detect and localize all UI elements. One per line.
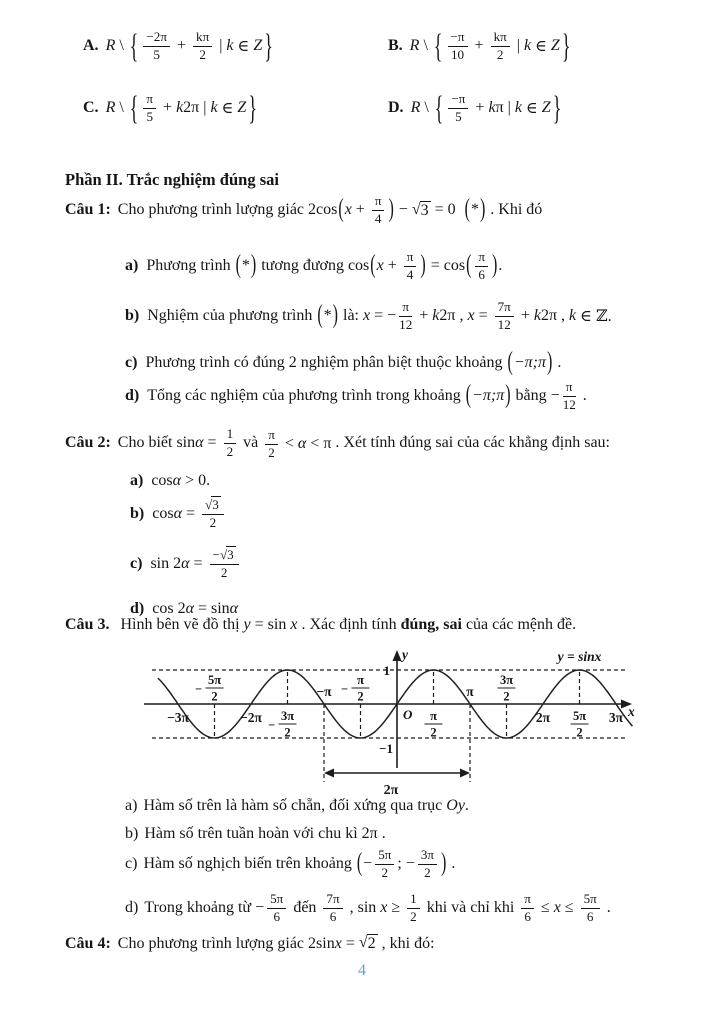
statement-text: . bbox=[377, 825, 386, 842]
option-c-math bbox=[105, 88, 259, 127]
sine-graph-figure bbox=[72, 646, 640, 803]
question-4-text: Cho phương trình lượng giác bbox=[117, 934, 309, 952]
x-tick-label: 2 bbox=[357, 689, 364, 704]
question-3 bbox=[65, 616, 576, 634]
question-4-text-end: , khi đó: bbox=[377, 934, 435, 952]
x-axis-label: x bbox=[628, 704, 635, 719]
option-b-label: B. bbox=[388, 37, 403, 55]
x-tick-label: −3π bbox=[167, 710, 189, 725]
x-tick-label: 5π bbox=[572, 709, 587, 723]
math-expression: Oy . bbox=[446, 797, 469, 814]
option-a-math bbox=[105, 26, 275, 65]
statement-text: Tổng các nghiệm của phương trình trong khoảng bbox=[147, 387, 465, 405]
statement-text: đến bbox=[289, 899, 321, 917]
q2-item-a bbox=[130, 472, 210, 490]
math-expression: sin α = $\frac{1}{2}$ bbox=[176, 427, 239, 459]
x-tick-label: 3π bbox=[608, 710, 624, 725]
item-label: c) bbox=[125, 354, 138, 371]
item-label: b) bbox=[130, 505, 145, 523]
statement-text: Phương trình có đúng 2 nghiệm phân biệt thuộc khoảng bbox=[145, 354, 507, 371]
x-tick-label: π bbox=[466, 684, 474, 699]
item-label: b) bbox=[125, 307, 140, 325]
page-number: 4 bbox=[358, 962, 366, 979]
math-expression: y = sin x bbox=[243, 616, 298, 633]
statement-text: Trong khoảng từ bbox=[144, 899, 256, 917]
option-a bbox=[83, 26, 275, 65]
question-2-label: Câu 2: bbox=[65, 434, 111, 452]
math-expression: 7π 6 , sin x ≥ $\frac{1}{2}$ bbox=[320, 892, 422, 924]
option-d-math bbox=[410, 88, 564, 127]
option-b bbox=[388, 26, 572, 65]
item-label: d) bbox=[130, 600, 145, 617]
x-tick-label: 2 bbox=[576, 725, 583, 740]
item-label: a) bbox=[130, 472, 144, 489]
math-expression: R \ { π 5 + k 2π | k ∈ Z } bbox=[105, 88, 257, 127]
y-tick-label: −1 bbox=[379, 741, 393, 756]
q1-item-d bbox=[125, 380, 587, 412]
y-axis-label: y bbox=[402, 647, 408, 662]
x-tick-label: 2 bbox=[503, 689, 510, 704]
question-3-label: Câu 3. bbox=[65, 616, 110, 633]
x-tick-label: −2π bbox=[240, 710, 262, 725]
math-expression: π 2 < α < π bbox=[262, 428, 331, 460]
x-tick-label: π bbox=[357, 673, 364, 687]
x-tick-label: −π bbox=[316, 684, 332, 699]
math-expression: cos 2 α = sin α bbox=[152, 600, 239, 617]
math-expression: cos α = $\frac{√3}{2}$ bbox=[152, 498, 227, 530]
question-2 bbox=[65, 426, 610, 460]
x-tick-label: − bbox=[340, 682, 349, 696]
math-expression: ( −π;π ) bbox=[465, 381, 511, 410]
math-expression: sin 2 α = $\frac{-√3}{2}$ bbox=[150, 548, 241, 580]
q3-item-d bbox=[125, 892, 611, 924]
math-expression: cos α > 0. bbox=[151, 472, 211, 489]
option-d-label: D. bbox=[388, 99, 404, 117]
question-4-math bbox=[308, 934, 378, 953]
q2-item-c bbox=[130, 548, 242, 580]
question-2-text: Cho biết bbox=[117, 434, 177, 452]
math-expression: R \ { −π 5 + k π | k ∈ Z } bbox=[410, 88, 562, 127]
item-label: d) bbox=[125, 387, 140, 405]
x-tick-label: − bbox=[194, 682, 203, 696]
math-expression: 2π bbox=[361, 825, 378, 842]
x-tick-label: 3π bbox=[499, 673, 514, 687]
math-expression: cos ( x + $\frac{\pi}{4}$ ) = cos ( π 6 ) . bbox=[347, 249, 503, 282]
x-tick-label: 2 bbox=[430, 725, 437, 740]
statement-text: bằng bbox=[511, 387, 551, 405]
question-3-emphasis: đúng, sai bbox=[400, 616, 462, 633]
option-b-math bbox=[409, 26, 573, 65]
question-3-math bbox=[244, 616, 298, 634]
question-4 bbox=[65, 934, 435, 953]
item-label: b) bbox=[125, 825, 139, 842]
option-a-label: A. bbox=[83, 37, 99, 55]
question-1 bbox=[65, 194, 542, 226]
question-1-label: Câu 1: bbox=[65, 201, 111, 219]
x-tick-label: 5π bbox=[207, 673, 222, 687]
x-tick-label: 2 bbox=[211, 689, 218, 704]
math-expression: R \ { −π 10 + $\frac{k\pi}{2}$ | k ∈ Z } bbox=[409, 26, 571, 65]
math-expression: $\frac{\pi}{6}$ ≤ x ≤ $\frac{5\pi}{6}$ . bbox=[518, 892, 610, 924]
item-label: a) bbox=[125, 257, 139, 275]
statement-text: Nghiệm của phương trình bbox=[147, 307, 317, 325]
option-c-label: C. bbox=[83, 99, 99, 117]
statement-text: là: bbox=[339, 307, 363, 325]
statement-text: Hàm số nghịch biến trên khoảng bbox=[143, 855, 356, 873]
question-1-text: Cho phương trình lượng giác bbox=[117, 201, 309, 219]
question-3-text-end: của các mệnh đề. bbox=[461, 616, 577, 633]
option-c bbox=[83, 88, 259, 127]
math-expression: ( * ) bbox=[317, 301, 338, 330]
math-expression: 2sin x = √ 2 bbox=[308, 934, 376, 952]
question-4-label: Câu 4: bbox=[65, 934, 111, 952]
math-expression: 2cos ( x + $\frac{\pi}{4}$ ) − √ 3 = 0 ( * ) bbox=[308, 193, 486, 226]
q2-item-b bbox=[130, 498, 227, 530]
statement-text: Phương trình bbox=[146, 257, 235, 275]
statement-text: Hàm số trên là hàm số chẵn, đối xứng qua trục bbox=[143, 797, 447, 814]
item-label: c) bbox=[125, 855, 138, 873]
x-tick-label: π bbox=[430, 709, 437, 723]
math-expression: R \ { −2π 5 + $\frac{k\pi}{2}$ | k ∈ Z } bbox=[105, 26, 273, 65]
x-tick-label: 3π bbox=[280, 709, 295, 723]
statement-text: Hàm số trên tuần hoàn với chu kì bbox=[144, 825, 362, 842]
option-d bbox=[388, 88, 563, 127]
section-heading: Phần II. Trắc nghiệm đúng sai bbox=[65, 170, 279, 189]
q1-item-b bbox=[125, 300, 612, 332]
curve-title: y = sinx bbox=[557, 649, 602, 664]
x-tick-label: − bbox=[267, 718, 276, 732]
q1-item-c bbox=[125, 348, 562, 377]
item-label: c) bbox=[130, 555, 143, 573]
question-2-text-end: . Xét tính đúng sai của các khẳng định sau: bbox=[331, 434, 610, 452]
sine-plot bbox=[72, 646, 640, 798]
question-1-math bbox=[308, 194, 486, 226]
item-label: a) bbox=[125, 797, 138, 814]
statement-text: khi và chỉ khi bbox=[422, 899, 519, 917]
question-1-text-end: . Khi đó bbox=[486, 201, 543, 219]
q3-item-c bbox=[125, 848, 455, 880]
q3-item-b bbox=[125, 825, 386, 843]
x-tick-label: 2 bbox=[284, 725, 291, 740]
question-2-math2 bbox=[262, 426, 331, 460]
q3-item-a bbox=[125, 797, 469, 815]
x-tick-label: 2π bbox=[535, 710, 551, 725]
item-label: d) bbox=[125, 899, 139, 917]
math-expression: ( * ) bbox=[235, 251, 257, 280]
period-label: 2π bbox=[383, 783, 399, 798]
question-2-math1 bbox=[176, 427, 239, 459]
math-expression: − $\frac{5\pi}{6}$ bbox=[255, 892, 289, 924]
math-expression: − $\frac{\pi}{12}$ . bbox=[550, 379, 587, 412]
question-3-text-mid: . Xác định tính bbox=[297, 616, 401, 633]
question-2-text-mid: và bbox=[239, 434, 263, 452]
q1-item-a bbox=[125, 250, 502, 282]
math-expression: ( −π;π ) . bbox=[507, 348, 562, 377]
math-expression: x = − $\frac{\pi}{12}$ + k 2π , x = $\frac{7\pi}{12}$ + k 2π , k ∈ ℤ. bbox=[363, 299, 612, 332]
question-3-text: Hình bên vẽ đồ thị bbox=[116, 616, 244, 633]
math-expression: ( − $\frac{5\pi}{2}$ ; − $\frac{3\pi}{2}$ ) . bbox=[356, 847, 456, 880]
origin-label: O bbox=[403, 707, 413, 722]
y-tick-label: 1 bbox=[383, 663, 390, 678]
statement-text: tương đương bbox=[257, 257, 348, 275]
